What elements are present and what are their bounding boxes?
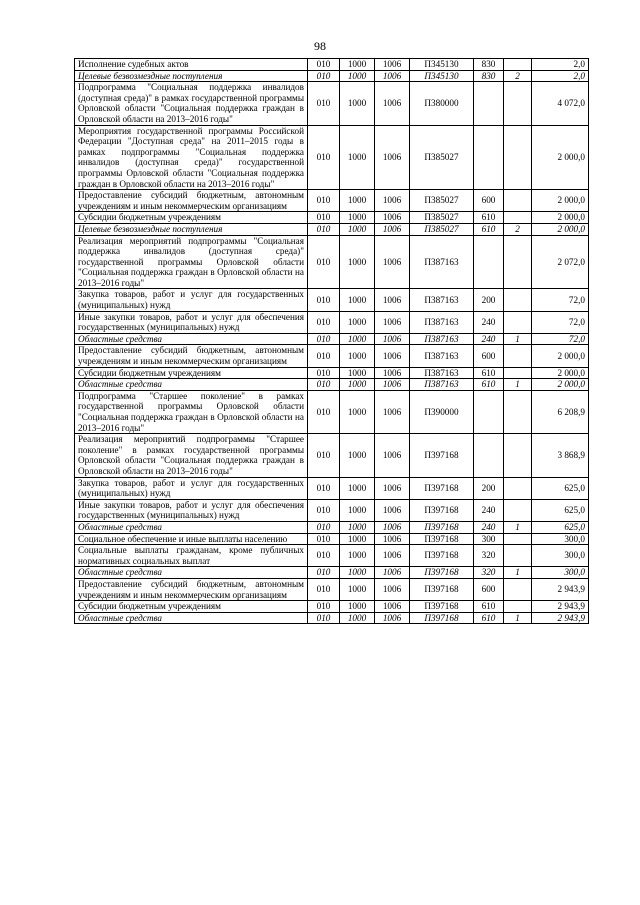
table-row xyxy=(75,379,589,391)
row-gr: 010 xyxy=(308,434,340,477)
row-csr: П397168 xyxy=(410,477,474,499)
table-row xyxy=(75,223,589,235)
row-vr: 600 xyxy=(474,578,504,600)
row-name: Иные закупки товаров, работ и услуг для обеспечения государственных (муниципальных) нужд xyxy=(75,311,308,333)
row-gr: 010 xyxy=(308,477,340,499)
row-rz: 1000 xyxy=(340,477,375,499)
row-csr: П397168 xyxy=(410,521,474,533)
row-name: Социальное обеспечение и иные выплаты населению xyxy=(75,533,308,545)
row-csr: П397168 xyxy=(410,499,474,521)
row-vr: 830 xyxy=(474,59,504,71)
row-pr: 1006 xyxy=(375,499,410,521)
row-csr: П387163 xyxy=(410,345,474,367)
row-vr: 830 xyxy=(474,70,504,82)
row-vr: 610 xyxy=(474,612,504,624)
row-vr: 300 xyxy=(474,533,504,545)
row-rz: 1000 xyxy=(340,533,375,545)
table-row xyxy=(75,190,589,212)
row-ist xyxy=(504,545,532,567)
row-gr: 010 xyxy=(308,311,340,333)
row-name: Закупка товаров, работ и услуг для государственных (муниципальных) нужд xyxy=(75,289,308,311)
row-gr: 010 xyxy=(308,289,340,311)
row-sum: 3 868,9 xyxy=(532,434,589,477)
table-row xyxy=(75,289,589,311)
row-rz: 1000 xyxy=(340,390,375,433)
row-ist: 1 xyxy=(504,612,532,624)
row-name: Предоставление субсидий бюджетным, автономным учреждениям и иным некоммерческим организациям xyxy=(75,190,308,212)
row-vr: 240 xyxy=(474,499,504,521)
row-ist: 1 xyxy=(504,379,532,391)
row-gr: 010 xyxy=(308,59,340,71)
row-name: Областные средства xyxy=(75,521,308,533)
row-csr: П387163 xyxy=(410,289,474,311)
table-row xyxy=(75,212,589,224)
row-gr: 010 xyxy=(308,70,340,82)
row-rz: 1000 xyxy=(340,521,375,533)
budget-table xyxy=(74,58,589,624)
row-csr: П397168 xyxy=(410,533,474,545)
row-sum: 4 072,0 xyxy=(532,82,589,125)
row-sum: 2,0 xyxy=(532,70,589,82)
row-rz: 1000 xyxy=(340,190,375,212)
row-sum: 2 943,9 xyxy=(532,578,589,600)
row-csr: П387163 xyxy=(410,379,474,391)
row-pr: 1006 xyxy=(375,82,410,125)
row-sum: 300,0 xyxy=(532,567,589,579)
row-vr: 610 xyxy=(474,212,504,224)
row-vr xyxy=(474,235,504,289)
row-rz: 1000 xyxy=(340,235,375,289)
row-vr: 200 xyxy=(474,477,504,499)
row-name: Реализация мероприятий подпрограммы "Социальная поддержка инвалидов (доступная среда)" государственной программы Орловской области "Социальная поддержка граждан в Орловской области на 2013–2016 годы" xyxy=(75,235,308,289)
row-rz: 1000 xyxy=(340,367,375,379)
table-row xyxy=(75,601,589,613)
row-pr: 1006 xyxy=(375,533,410,545)
row-pr: 1006 xyxy=(375,212,410,224)
row-ist xyxy=(504,390,532,433)
table-row xyxy=(75,612,589,624)
row-ist: 2 xyxy=(504,70,532,82)
row-pr: 1006 xyxy=(375,390,410,433)
row-ist xyxy=(504,311,532,333)
budget-table-body xyxy=(75,59,589,624)
table-row xyxy=(75,434,589,477)
row-vr: 600 xyxy=(474,190,504,212)
row-gr: 010 xyxy=(308,345,340,367)
row-gr: 010 xyxy=(308,545,340,567)
row-pr: 1006 xyxy=(375,477,410,499)
row-ist xyxy=(504,367,532,379)
row-pr: 1006 xyxy=(375,578,410,600)
row-ist xyxy=(504,578,532,600)
row-sum: 2 000,0 xyxy=(532,367,589,379)
row-vr: 240 xyxy=(474,311,504,333)
row-pr: 1006 xyxy=(375,125,410,190)
row-ist: 1 xyxy=(504,521,532,533)
row-sum: 72,0 xyxy=(532,311,589,333)
row-rz: 1000 xyxy=(340,601,375,613)
row-name: Предоставление субсидий бюджетным, автономным учреждениям и иным некоммерческим организациям xyxy=(75,345,308,367)
row-rz: 1000 xyxy=(340,59,375,71)
row-pr: 1006 xyxy=(375,190,410,212)
row-csr: П387163 xyxy=(410,367,474,379)
row-pr: 1006 xyxy=(375,612,410,624)
table-row xyxy=(75,499,589,521)
row-csr: П390000 xyxy=(410,390,474,433)
row-rz: 1000 xyxy=(340,289,375,311)
row-vr: 610 xyxy=(474,367,504,379)
row-sum: 6 208,9 xyxy=(532,390,589,433)
row-name: Субсидии бюджетным учреждениям xyxy=(75,212,308,224)
table-row xyxy=(75,59,589,71)
row-gr: 010 xyxy=(308,379,340,391)
table-row xyxy=(75,533,589,545)
row-vr xyxy=(474,390,504,433)
row-csr: П397168 xyxy=(410,567,474,579)
row-ist: 2 xyxy=(504,223,532,235)
row-name: Реализация мероприятий подпрограммы "Старшее поколение" в рамках государственной программы Орловской области "Социальная поддержка граждан в Орловской области на 2013–2016 годы" xyxy=(75,434,308,477)
row-pr: 1006 xyxy=(375,521,410,533)
row-pr: 1006 xyxy=(375,601,410,613)
row-name: Мероприятия государственной программы Российской Федерации "Доступная среда" на 2011–2015 годы в рамках подпрограммы "Социальная поддержка инвалидов (доступная среда)" государственной программы Орловской области "Социальная поддержка граждан в Орловской области на 2013–2016 годы" xyxy=(75,125,308,190)
row-pr: 1006 xyxy=(375,235,410,289)
row-ist xyxy=(504,477,532,499)
row-ist xyxy=(504,190,532,212)
row-name: Подпрограмма "Социальная поддержка инвалидов (доступная среда)" в рамках государственной программы Орловской области "Социальная поддержка граждан в Орловской области на 2013–2016 годы" xyxy=(75,82,308,125)
row-ist xyxy=(504,212,532,224)
row-gr: 010 xyxy=(308,212,340,224)
row-sum: 2 072,0 xyxy=(532,235,589,289)
row-gr: 010 xyxy=(308,223,340,235)
row-ist xyxy=(504,289,532,311)
table-row xyxy=(75,82,589,125)
row-name: Областные средства xyxy=(75,333,308,345)
row-ist xyxy=(504,499,532,521)
row-csr: П380000 xyxy=(410,82,474,125)
row-name: Закупка товаров, работ и услуг для государственных (муниципальных) нужд xyxy=(75,477,308,499)
row-gr: 010 xyxy=(308,612,340,624)
row-sum: 300,0 xyxy=(532,545,589,567)
row-ist: 1 xyxy=(504,567,532,579)
row-csr: П397168 xyxy=(410,612,474,624)
row-name: Исполнение судебных актов xyxy=(75,59,308,71)
row-gr: 010 xyxy=(308,499,340,521)
row-name: Подпрограмма "Старшее поколение" в рамках государственной программы Орловской области "Социальная поддержка граждан в Орловской области на 2013–2016 годы" xyxy=(75,390,308,433)
row-rz: 1000 xyxy=(340,578,375,600)
table-row xyxy=(75,521,589,533)
row-name: Областные средства xyxy=(75,379,308,391)
row-gr: 010 xyxy=(308,533,340,545)
row-sum: 2 000,0 xyxy=(532,345,589,367)
table-row xyxy=(75,70,589,82)
row-sum: 72,0 xyxy=(532,289,589,311)
row-gr: 010 xyxy=(308,567,340,579)
row-ist xyxy=(504,601,532,613)
table-row xyxy=(75,311,589,333)
row-rz: 1000 xyxy=(340,545,375,567)
row-csr: П385027 xyxy=(410,212,474,224)
row-pr: 1006 xyxy=(375,545,410,567)
row-gr: 010 xyxy=(308,521,340,533)
row-vr: 320 xyxy=(474,567,504,579)
row-gr: 010 xyxy=(308,601,340,613)
row-name: Субсидии бюджетным учреждениям xyxy=(75,601,308,613)
row-name: Иные закупки товаров, работ и услуг для обеспечения государственных (муниципальных) нужд xyxy=(75,499,308,521)
row-sum: 2 000,0 xyxy=(532,379,589,391)
row-gr: 010 xyxy=(308,367,340,379)
row-vr xyxy=(474,82,504,125)
row-name: Целевые безвозмездные поступления xyxy=(75,70,308,82)
table-row xyxy=(75,333,589,345)
row-csr: П387163 xyxy=(410,311,474,333)
row-vr: 610 xyxy=(474,601,504,613)
row-ist xyxy=(504,59,532,71)
row-sum: 72,0 xyxy=(532,333,589,345)
row-pr: 1006 xyxy=(375,434,410,477)
row-vr: 200 xyxy=(474,289,504,311)
row-rz: 1000 xyxy=(340,70,375,82)
row-csr: П397168 xyxy=(410,545,474,567)
row-csr: П397168 xyxy=(410,578,474,600)
row-pr: 1006 xyxy=(375,59,410,71)
row-gr: 010 xyxy=(308,235,340,289)
row-vr xyxy=(474,434,504,477)
row-rz: 1000 xyxy=(340,223,375,235)
table-row xyxy=(75,545,589,567)
table-row xyxy=(75,578,589,600)
row-csr: П397168 xyxy=(410,601,474,613)
row-rz: 1000 xyxy=(340,212,375,224)
row-rz: 1000 xyxy=(340,434,375,477)
table-row xyxy=(75,390,589,433)
row-sum: 2 000,0 xyxy=(532,223,589,235)
row-rz: 1000 xyxy=(340,567,375,579)
row-ist: 1 xyxy=(504,333,532,345)
row-pr: 1006 xyxy=(375,289,410,311)
row-gr: 010 xyxy=(308,190,340,212)
row-ist xyxy=(504,82,532,125)
row-rz: 1000 xyxy=(340,311,375,333)
row-pr: 1006 xyxy=(375,70,410,82)
row-sum: 625,0 xyxy=(532,477,589,499)
row-sum: 2 943,9 xyxy=(532,612,589,624)
row-rz: 1000 xyxy=(340,499,375,521)
table-row xyxy=(75,125,589,190)
row-pr: 1006 xyxy=(375,367,410,379)
row-csr: П397168 xyxy=(410,434,474,477)
row-rz: 1000 xyxy=(340,82,375,125)
row-pr: 1006 xyxy=(375,333,410,345)
table-row xyxy=(75,345,589,367)
row-csr: П387163 xyxy=(410,235,474,289)
row-sum: 2 943,9 xyxy=(532,601,589,613)
row-rz: 1000 xyxy=(340,612,375,624)
row-pr: 1006 xyxy=(375,567,410,579)
row-rz: 1000 xyxy=(340,345,375,367)
row-ist xyxy=(504,235,532,289)
row-sum: 625,0 xyxy=(532,521,589,533)
row-vr: 610 xyxy=(474,223,504,235)
row-csr: П387163 xyxy=(410,333,474,345)
row-csr: П345130 xyxy=(410,59,474,71)
row-vr: 240 xyxy=(474,333,504,345)
row-rz: 1000 xyxy=(340,379,375,391)
row-sum: 2 000,0 xyxy=(532,125,589,190)
row-ist xyxy=(504,434,532,477)
row-name: Предоставление субсидий бюджетным, автономным учреждениям и иным некоммерческим организациям xyxy=(75,578,308,600)
row-csr: П385027 xyxy=(410,190,474,212)
row-gr: 010 xyxy=(308,125,340,190)
row-sum: 625,0 xyxy=(532,499,589,521)
table-row xyxy=(75,235,589,289)
table-row xyxy=(75,567,589,579)
row-name: Социальные выплаты гражданам, кроме публичных нормативных социальных выплат xyxy=(75,545,308,567)
row-gr: 010 xyxy=(308,390,340,433)
row-sum: 2,0 xyxy=(532,59,589,71)
row-vr: 240 xyxy=(474,521,504,533)
row-csr: П345130 xyxy=(410,70,474,82)
row-name: Областные средства xyxy=(75,567,308,579)
page-number: 98 xyxy=(314,39,326,53)
row-name: Субсидии бюджетным учреждениям xyxy=(75,367,308,379)
row-pr: 1006 xyxy=(375,311,410,333)
row-sum: 2 000,0 xyxy=(532,212,589,224)
row-vr: 610 xyxy=(474,379,504,391)
row-rz: 1000 xyxy=(340,125,375,190)
row-rz: 1000 xyxy=(340,333,375,345)
row-csr: П385027 xyxy=(410,223,474,235)
table-row xyxy=(75,477,589,499)
table-row xyxy=(75,367,589,379)
row-gr: 010 xyxy=(308,82,340,125)
row-sum: 2 000,0 xyxy=(532,190,589,212)
row-name: Целевые безвозмездные поступления xyxy=(75,223,308,235)
row-csr: П385027 xyxy=(410,125,474,190)
row-ist xyxy=(504,125,532,190)
row-pr: 1006 xyxy=(375,345,410,367)
row-pr: 1006 xyxy=(375,223,410,235)
row-vr xyxy=(474,125,504,190)
row-gr: 010 xyxy=(308,333,340,345)
row-pr: 1006 xyxy=(375,379,410,391)
row-gr: 010 xyxy=(308,578,340,600)
row-sum: 300,0 xyxy=(532,533,589,545)
row-ist xyxy=(504,533,532,545)
row-vr: 320 xyxy=(474,545,504,567)
row-ist xyxy=(504,345,532,367)
row-vr: 600 xyxy=(474,345,504,367)
row-name: Областные средства xyxy=(75,612,308,624)
